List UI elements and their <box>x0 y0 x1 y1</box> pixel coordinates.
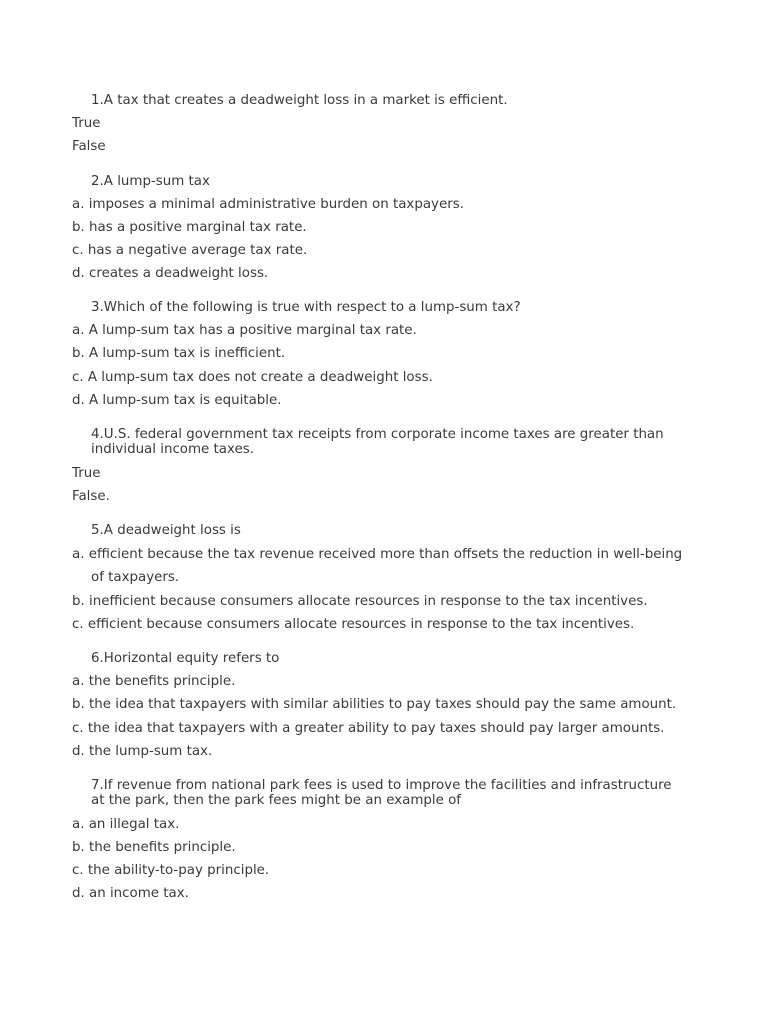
question-3-option-a: a. A lump-sum tax has a positive marginal tax rate. <box>72 323 417 338</box>
question-6-option-c: c. the idea that taxpayers with a greater ability to pay taxes should pay larger amounts. <box>72 721 665 736</box>
question-7-option-c: c. the ability-to-pay principle. <box>72 863 270 878</box>
question-3-stem: 3.Which of the following is true with respect to a lump-sum tax? <box>91 300 521 315</box>
question-1-option-true: True <box>72 116 101 131</box>
question-2-stem: 2.A lump-sum tax <box>91 174 210 189</box>
question-6-option-b: b. the idea that taxpayers with similar abilities to pay taxes should pay the same amount. <box>72 697 677 712</box>
question-3-option-d: d. A lump-sum tax is equitable. <box>72 393 282 408</box>
question-7-option-a: a. an illegal tax. <box>72 817 180 832</box>
question-3-option-b: b. A lump-sum tax is inefficient. <box>72 346 286 361</box>
question-1-stem: 1.A tax that creates a deadweight loss in a market is efficient. <box>91 93 508 108</box>
question-4-stem-line-2: individual income taxes. <box>91 442 254 457</box>
question-5-stem: 5.A deadweight loss is <box>91 523 241 538</box>
question-6-option-a: a. the benefits principle. <box>72 674 236 689</box>
question-4-stem-line-1: 4.U.S. federal government tax receipts from corporate income taxes are greater than <box>91 427 664 442</box>
question-3-option-c: c. A lump-sum tax does not create a deadweight loss. <box>72 370 433 385</box>
question-7-stem-line-1: 7.If revenue from national park fees is used to improve the facilities and infrastructure <box>91 778 672 793</box>
question-5-option-a-line-1: a. efficient because the tax revenue received more than offsets the reduction in well-being <box>72 547 683 562</box>
question-5-option-a-line-2: of taxpayers. <box>91 570 180 585</box>
question-2-option-c: c. has a negative average tax rate. <box>72 243 308 258</box>
question-7-option-b: b. the benefits principle. <box>72 840 236 855</box>
question-7-stem-line-2: at the park, then the park fees might be an example of <box>91 793 462 808</box>
question-4-option-false: False. <box>72 489 110 504</box>
question-4-option-true: True <box>72 466 101 481</box>
question-2-option-b: b. has a positive marginal tax rate. <box>72 220 307 235</box>
question-5-option-b: b. inefficient because consumers allocate resources in response to the tax incentives. <box>72 594 648 609</box>
question-6-stem: 6.Horizontal equity refers to <box>91 651 280 666</box>
question-5-option-c: c. efficient because consumers allocate resources in response to the tax incentives. <box>72 617 635 632</box>
question-2-option-d: d. creates a deadweight loss. <box>72 266 269 281</box>
question-7-option-d: d. an income tax. <box>72 886 189 901</box>
question-1-option-false: False <box>72 139 106 154</box>
question-2-option-a: a. imposes a minimal administrative burden on taxpayers. <box>72 197 464 212</box>
question-6-option-d: d. the lump-sum tax. <box>72 744 213 759</box>
